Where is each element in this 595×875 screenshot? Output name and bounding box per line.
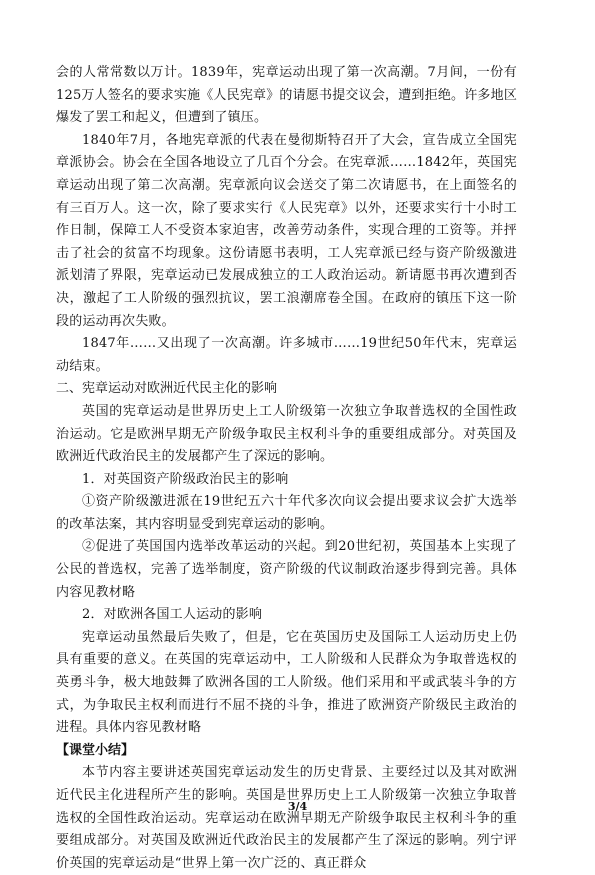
page-number: 3/4 [287,800,308,813]
paragraph-8: 本节内容主要讲述英国宪章运动发生的历史背景、主要经过以及其对欧洲近代民主化进程所产生的影响。英国是世界历史上工人阶级第一次独立争取普选权的全国性政治运动。宪章运动在欧洲早期无产阶级争取民主权利斗争的重要组成部分。对英国及欧洲近代政治民主的发展都产生了深远的影响。列宁评价英国的宪章运动是“世界上第一次广泛的、真正群众 [56,765,517,871]
paragraph-1: 会的人常常数以万计。1839年，宪章运动出现了第一次高潮。7月间，一份有125万人签名的要求实施《人民宪章》的请愿书提交议会，遭到拒绝。许多地区爆发了罢工和起义，但遭到了镇压。 [56,65,518,126]
paragraph-3: 1847年……又出现了一次高潮。许多城市……19世纪50年代末，宪章运动结束。 [56,336,517,374]
paragraph-4: 英国的宪章运动是世界历史上工人阶级第一次独立争取普选权的全国性政治运动。它是欧洲早期无产阶级争取民主权利斗争的重要组成部分。对英国及欧洲近代政治民主的发展都产生了深远的影响。 [56,403,517,465]
subheading-1: 1．对英国资产阶级政治民主的影响 [82,471,289,487]
paragraph-2: 1840年7月，各地宪章派的代表在曼彻斯特召开了大会，宣告成立全国宪章派协会。协会在全国各地设立了几百个分会。在宪章派……1842年，英国宪章运动出现了第二次高潮。宪章派向议会送交了第二次请愿书，在上面签名的有三百万人。这一次，除了要求实行《人民宪章》以外，还要求实行十小时工作日制，保障工人不受资本家迫害，改善劳动条件，实现合理的工资等。并抨击了社会的贫富不均现象。这份请愿书表明，工人宪章派已经与资产阶级激进派划清了界限，宪章运动已发展成独立的工人政治运动。新请愿书再次遭到否决，激起了工人阶级的强烈抗议，罢工浪潮席卷全国。在政府的镇压下这一阶段的运动再次失败。 [56,132,517,329]
subheading-2: 2．对欧洲各国工人运动的影响 [82,607,263,623]
paragraph-5: ①资产阶级激进派在19世纪五六十年代多次向议会提出要求议会扩大选举的改革法案，其内容明显受到宪章运动的影响。 [56,494,517,532]
paragraph-6: ②促进了英国国内选举改革运动的兴起。到20世纪初，英国基本上实现了公民的普选权，完善了选举制度，资产阶级的代议制政治逐步得到完善。具体内容见教材略 [56,539,517,600]
summary-heading: 【课堂小结】 [56,742,135,758]
section-heading: 二、宪章运动对欧洲近代民主化的影响 [56,381,278,397]
paragraph-7: 宪章运动虽然最后失败了，但是，它在英国历史及国际工人运动历史上仍具有重要的意义。在英国的宪章运动中，工人阶级和人民群众为争取普选权的英勇斗争，极大地鼓舞了欧洲各国的工人阶级。他们采用和平或武装斗争的方式，为争取民主权利而进行不屈不挠的斗争，推进了欧洲资产阶级民主政治的进程。具体内容见教材略 [56,629,517,736]
